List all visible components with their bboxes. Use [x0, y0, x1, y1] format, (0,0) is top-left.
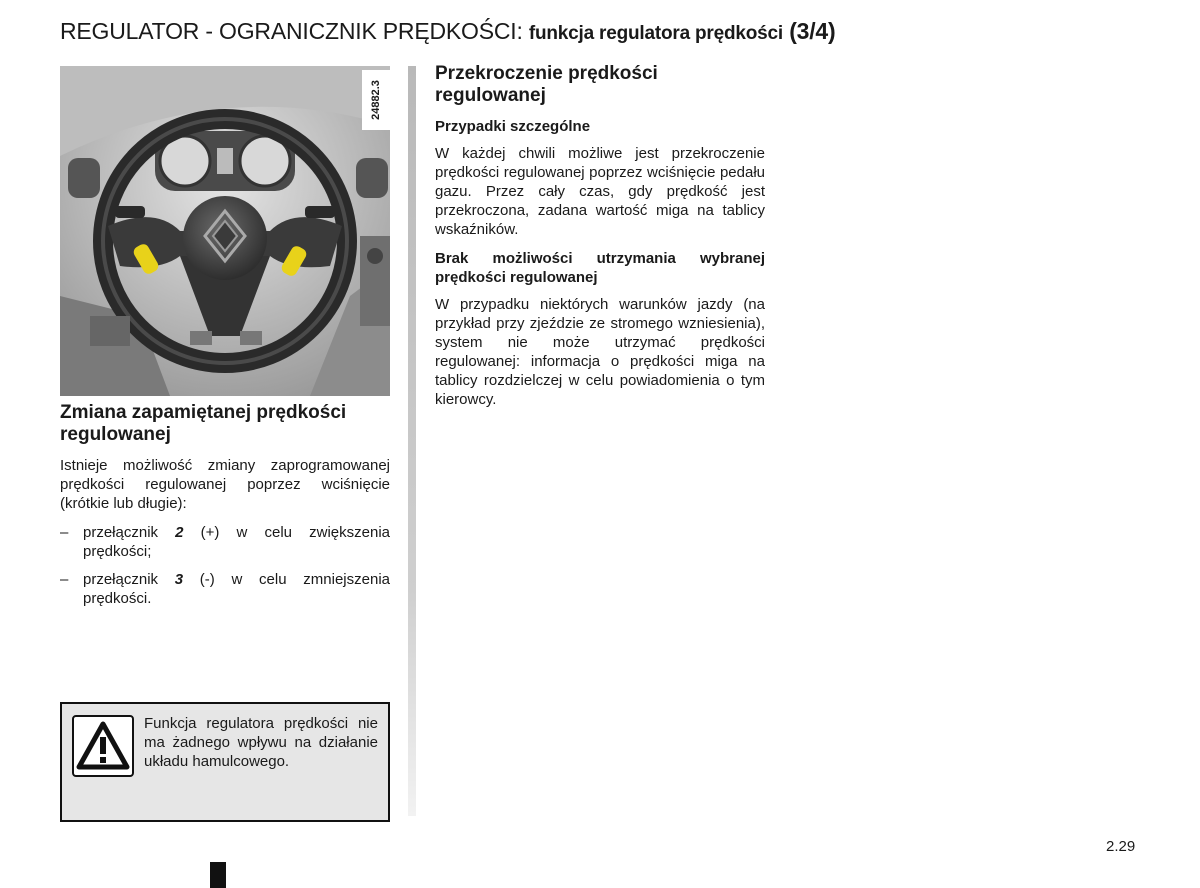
title-part: (3/4) — [789, 18, 836, 44]
figure-reference-code: 24882.3 — [362, 70, 390, 130]
warning-text: Funkcja regulatora prędkości nie ma żadnego wpływu na działanie układu hamulcowego. — [144, 715, 378, 770]
paragraph-cannot-maintain: W przypadku niektórych warunków jazdy (na przykład przy zjeździe ze stromego wzniesienia), system nie może utrzymać prędkości regulowanej: informacja o prędkości miga na tablicy rozdzielczej w celu powiadomienia o tym kierowcy. — [435, 296, 765, 408]
subheading-cannot-maintain: Brak możliwości utrzymania wybranej prędkości regulowanej — [435, 250, 765, 286]
intro-paragraph: Istnieje możliwość zmiany zaprogramowanej prędkości regulowanej poprzez wciśnięcie (krótkie lub długie): — [60, 457, 390, 512]
list-item: – przełącznik 2 (+) w celu zwiększenia prędkości; — [60, 524, 391, 560]
warning-box — [60, 702, 390, 822]
switch-list — [60, 523, 390, 608]
title-main: REGULATOR - OGRANICZNIK PRĘDKOŚCI: — [60, 18, 529, 44]
steering-wheel-photo — [60, 66, 390, 396]
warning-triangle-icon — [72, 715, 134, 777]
right-column — [435, 63, 765, 419]
list-item: – przełącznik 3 (-) w celu zmniejszenia prędkości. — [60, 571, 390, 607]
title-subtitle: funkcja regulatora prędkości — [528, 23, 783, 44]
margin-mark — [210, 862, 226, 888]
section-heading-change-speed: Zmiana zapamiętanej prędkości regulowanej — [60, 402, 347, 445]
page-number: 2.29 — [1106, 838, 1136, 855]
section-heading-exceeding-speed: Przekroczenie prędkości regulowanej — [435, 63, 658, 106]
left-column — [60, 402, 390, 617]
page-title — [60, 18, 1160, 45]
column-divider — [408, 66, 416, 816]
subheading-special-cases: Przypadki szczególne — [435, 118, 591, 135]
paragraph-exceeding: W każdej chwili możliwe jest przekroczenie prędkości regulowanej poprzez wciśnięcie pedału gazu. Przez cały czas, gdy prędkość jest przekroczona, zadana wartość miga na tablicy wskaźników. — [435, 145, 765, 238]
